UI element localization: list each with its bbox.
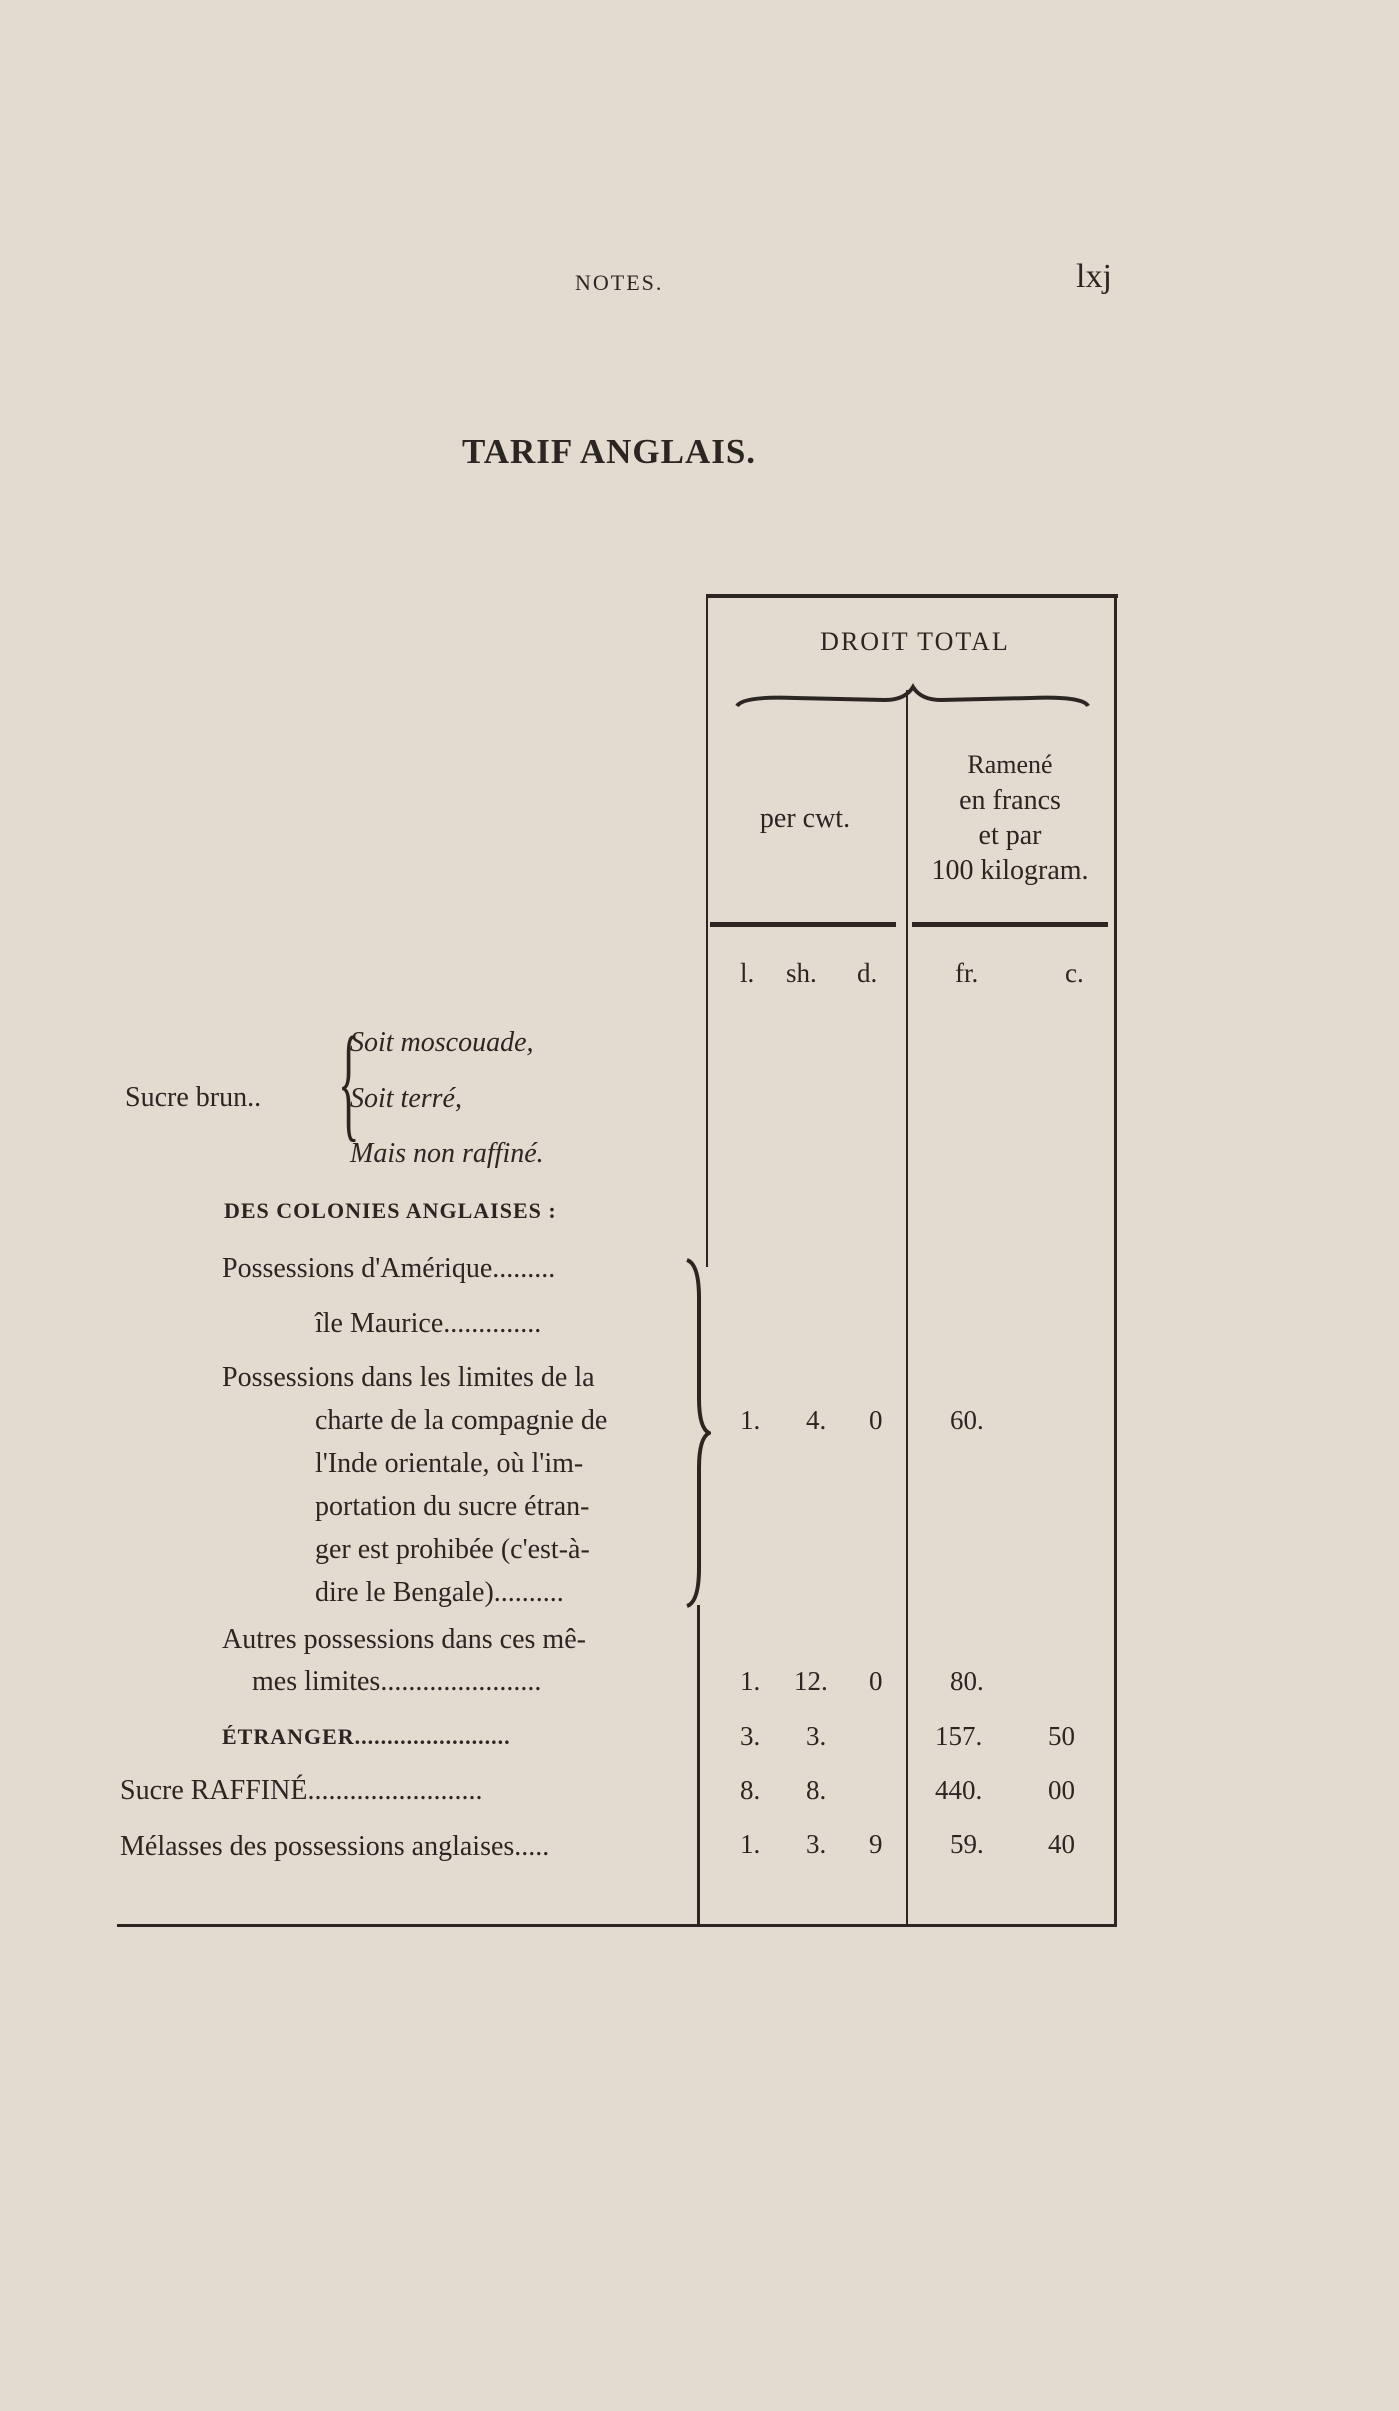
table-bottom-rule	[117, 1924, 1117, 1927]
group1-line-1: Possessions d'Amérique.........	[222, 1253, 556, 1284]
unit-c: c.	[1065, 958, 1084, 988]
col2-header-line4: 100 kilogram.	[931, 855, 1089, 886]
group1-line-3: Possessions dans les limites de la	[222, 1362, 595, 1393]
unit-fr: fr.	[955, 958, 979, 988]
unit-l: l.	[740, 958, 755, 988]
right-brace-icon	[683, 1258, 711, 1608]
page-title: TARIF ANGLAIS.	[462, 432, 757, 471]
group1-line-7: ger est prohibée (c'est-à-	[315, 1534, 590, 1565]
row-autres-label-2: mes limites.......................	[252, 1666, 542, 1697]
page-number: lxj	[1076, 258, 1112, 295]
running-header: NOTES.	[575, 270, 664, 295]
unit-d: d.	[857, 958, 878, 988]
group1-d: 0	[869, 1405, 883, 1435]
row-etranger-l: 3.	[740, 1721, 761, 1751]
colonies-heading: DES COLONIES ANGLAISES :	[224, 1198, 557, 1223]
row-autres-l: 1.	[740, 1666, 761, 1696]
row-autres-d: 0	[869, 1666, 883, 1696]
group1-line-6: portation du sucre étran-	[315, 1491, 590, 1522]
unit-sh: sh.	[786, 958, 817, 988]
left-brace-icon: {	[337, 1011, 360, 1153]
col2-header-line2: en francs	[959, 785, 1061, 816]
sucre-option-2: Soit terré,	[350, 1083, 462, 1114]
group-header: DROIT TOTAL	[820, 627, 1010, 656]
col1-header: per cwt.	[759, 803, 851, 834]
row-raffine-sh: 8.	[806, 1775, 827, 1805]
sucre-option-1: Soit moscouade,	[350, 1027, 534, 1058]
group1-line-8: dire le Bengale)..........	[315, 1577, 564, 1608]
row-etranger-sh: 3.	[806, 1721, 827, 1751]
header-sep-right	[912, 922, 1108, 927]
col2-header-line1: Ramené	[967, 750, 1053, 779]
row-autres-sh: 12.	[794, 1666, 828, 1696]
row-raffine-label: Sucre RAFFINÉ.........................	[120, 1775, 483, 1806]
header-sep-left	[710, 922, 896, 927]
table-top-rule	[706, 594, 1118, 598]
group1-l: 1.	[740, 1405, 761, 1435]
group1-line-2: île Maurice..............	[315, 1308, 542, 1339]
row-etranger-c: 50	[1048, 1721, 1075, 1751]
row-etranger-fr: 157.	[935, 1721, 983, 1751]
group1-sh: 4.	[806, 1405, 827, 1435]
row-autres-label-1: Autres possessions dans ces mê-	[222, 1624, 586, 1655]
row-melasses-label: Mélasses des possessions anglaises.....	[120, 1831, 550, 1862]
row-melasses-sh: 3.	[806, 1829, 827, 1859]
sucre-option-3: Mais non raffiné.	[350, 1138, 544, 1169]
row-raffine-fr: 440.	[935, 1775, 983, 1805]
table-left-rule-upper	[706, 594, 708, 1267]
row-etranger-label: ÉTRANGER........................	[222, 1724, 511, 1749]
group1-line-5: l'Inde orientale, où l'im-	[315, 1448, 584, 1479]
row-melasses-l: 1.	[740, 1829, 761, 1859]
row-raffine-c: 00	[1048, 1775, 1075, 1805]
horizontal-brace-icon	[735, 682, 1090, 712]
group1-fr: 60.	[950, 1405, 984, 1435]
group1-line-4: charte de la compagnie de	[315, 1405, 608, 1436]
sucre-brun-label: Sucre brun..	[125, 1082, 262, 1113]
row-melasses-fr: 59.	[950, 1829, 984, 1859]
row-melasses-d: 9	[869, 1829, 883, 1859]
row-melasses-c: 40	[1048, 1829, 1075, 1859]
row-raffine-l: 8.	[740, 1775, 761, 1805]
row-autres-fr: 80.	[950, 1666, 984, 1696]
table-right-rule	[1114, 594, 1117, 1927]
table-left-rule-lower	[697, 1605, 700, 1927]
col2-header-line3: et par	[978, 820, 1042, 851]
